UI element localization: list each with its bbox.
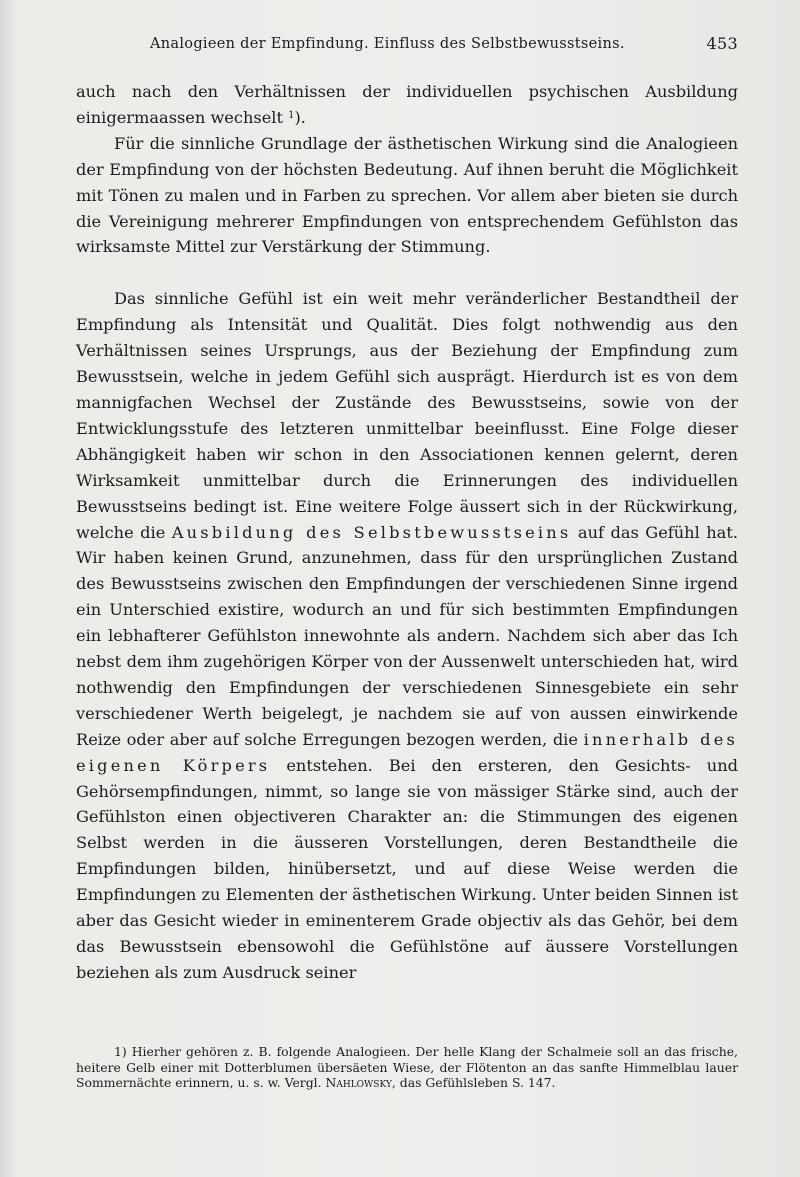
footnote-reference: 1	[288, 109, 295, 121]
paragraph-1	[76, 79, 738, 131]
paragraph-3-part-c: entstehen. Bei den ersteren, den Gesichts- und Gehörsempfindungen, nimmt, so lange sie von mässiger Stärke sind, auch der Gefühlston einen objectiveren Charakter an: die Stimmungen des eigenen Selbst werden in die äusseren Vorstellungen, deren Bestandtheile die Empfindungen bilden, hinübersetzt, und auf diese Weise werden die Empfindungen zu Elementen der ästhetischen Wirkung. Unter beiden Sinnen ist aber das Gesicht wieder in eminenterem Grade objectiv als das Gehör, bei dem das Bewusstsein ebensowohl die Gefühlstöne auf äussere Vorstellungen beziehen als zum Ausdruck seiner	[76, 755, 738, 982]
paragraph-1-text: auch nach den Verhältnissen der individuellen psychischen Ausbildung einigermaassen wechselt	[76, 82, 738, 127]
footnote-text-end: , das Gefühlsleben S. 147.	[391, 1075, 556, 1091]
paragraph-2: Für die sinnliche Grundlage der ästhetischen Wirkung sind die Analogieen der Empfindung von der höchsten Bedeutung. Auf ihnen beruht die Möglichkeit mit Tönen zu malen und in Farben zu sprechen. Vor allem aber bieten sie durch die Vereinigung mehrerer Empfindungen von entsprechendem Gefühlston das wirksamste Mittel zur Verstärkung der Stimmung.	[76, 133, 738, 257]
footnote-marker: 1)	[114, 1044, 127, 1059]
footnote-1	[76, 1044, 738, 1091]
emphasis-selbstbewusstsein: Ausbildung des Selbstbewusstseins	[171, 522, 572, 542]
footnote-text: Hierher gehören z. B. folgende Analogieen. Der helle Klang der Schalmeie soll an das frische, heitere Gelb einer mit Dotterblumen übersäeten Wiese, der Flötenton an das sanfte Himmelblau lauer Sommernächte erinnern, u. s. w. Vergl.	[76, 1044, 738, 1091]
emphasis-eigener-koerper: innerhalb des eigenen Körpers	[76, 729, 738, 775]
main-text	[76, 79, 738, 986]
paragraph-1-end: ).	[294, 107, 306, 127]
paragraph-3	[76, 286, 738, 985]
paragraph-3-part-a: Das sinnliche Gefühl ist ein weit mehr veränderlicher Bestandtheil der Empfindung als Intensität und Qualität. Dies folgt nothwendig aus den Verhältnissen seines Ursprungs, aus der Beziehung der Empfindung zum Bewusstsein, welche in jedem Gefühl sich ausprägt. Hierdurch ist es von dem mannigfachen Wechsel der Zustände des Bewusstseins, sowie von der Entwicklungsstufe des letzteren unmittelbar beeinflusst. Eine Folge dieser Abhängigkeit haben wir schon in den Associationen kennen gelernt, deren Wirksamkeit unmittelbar durch die Erinnerungen des individuellen Bewusstseins bedingt ist. Eine weitere Folge äussert sich in der Rückwirkung, welche die	[76, 289, 738, 542]
running-title: Analogieen der Empfindung. Einfluss des Selbstbewusstseins.	[150, 36, 625, 52]
footnote-author: Nahlowsky	[325, 1075, 392, 1091]
footnote	[76, 1044, 738, 1091]
paragraph-3-part-b: auf das Gefühl hat. Wir haben keinen Grund, anzunehmen, dass für den ursprünglichen Zustand des Bewusstseins zwischen den Empfindungen der verschiedenen Sinne irgend ein Unterschied existire, wodurch an und für sich bestimmten Empfindungen ein lebhafterer Gefühlston innewohnte als andern. Nachdem sich aber das Ich nebst dem ihm zugehörigen Körper von der Aussenwelt unterschieden hat, wird nothwendig den Empfindungen der verschiedenen Sinnesgebiete ein sehr verschiedener Werth beigelegt, je nachdem sie auf von aussen einwirkende Reize oder aber auf solche Erregungen bezogen werden, die	[76, 522, 738, 749]
page-number: 453	[706, 34, 738, 53]
